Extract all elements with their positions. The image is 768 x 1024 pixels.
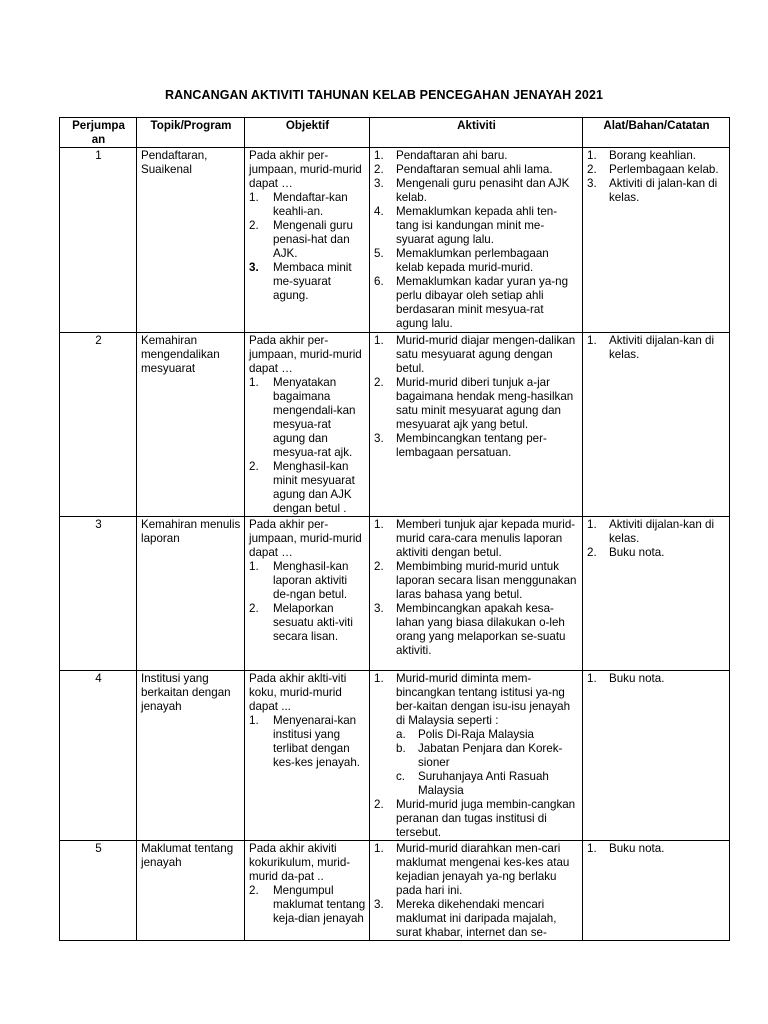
item-number: 1. bbox=[587, 672, 597, 685]
item-number: 1. bbox=[587, 518, 597, 531]
item-number: 1. bbox=[587, 149, 597, 162]
item-text: Aktiviti di jalan-kan di kelas. bbox=[609, 177, 718, 204]
list-item bbox=[374, 163, 579, 177]
activity-list bbox=[374, 334, 579, 460]
objective-intro: Pada akhir akiviti kokurikulum, murid-murid da-pat .. bbox=[249, 842, 351, 883]
list-item bbox=[249, 460, 366, 516]
sub-letter: b. bbox=[396, 742, 406, 755]
row-objective bbox=[245, 517, 370, 671]
list-item bbox=[374, 275, 579, 331]
item-text: Memaklumkan kepada ahli ten-tang isi kandungan minit me-syuarat agung lalu. bbox=[396, 205, 558, 246]
row-activity bbox=[370, 671, 583, 841]
item-number: 4. bbox=[374, 205, 384, 218]
row-topic: Kemahiran mengendalikan mesyuarat bbox=[137, 333, 245, 517]
list-item bbox=[249, 714, 366, 770]
materials-list bbox=[587, 672, 726, 686]
list-item bbox=[587, 842, 726, 856]
objective-intro: Pada akhir per-jumpaan, murid-murid dapat … bbox=[249, 518, 362, 559]
sublist-item bbox=[396, 770, 579, 798]
row-activity bbox=[370, 517, 583, 671]
list-item bbox=[374, 518, 579, 560]
list-item bbox=[249, 219, 366, 261]
materials-list bbox=[587, 149, 726, 205]
activity-list bbox=[374, 842, 579, 940]
row-topic: Institusi yang berkaitan dengan jenayah bbox=[137, 671, 245, 841]
item-number: 2. bbox=[587, 546, 597, 559]
item-number: 3. bbox=[374, 602, 384, 615]
item-number: 1. bbox=[249, 560, 259, 573]
item-text: Murid-murid diarahkan men-cari maklumat mengenai kes-kes atau kejadian jenayah ya-ng berlaku pada hari ini. bbox=[396, 842, 570, 897]
item-text: Mereka dikehendaki mencari maklumat ini daripada majalah, surat khabar, internet dan se- bbox=[396, 898, 557, 939]
materials-list bbox=[587, 518, 726, 560]
list-item bbox=[249, 560, 366, 602]
objective-list bbox=[249, 884, 366, 926]
activity-list bbox=[374, 518, 579, 658]
list-item bbox=[374, 177, 579, 205]
row-materials bbox=[583, 148, 730, 333]
row-topic: Pendaftaran, Suaikenal bbox=[137, 148, 245, 333]
objective-intro: Pada akhir per-jumpaan, murid-murid dapat … bbox=[249, 334, 362, 375]
item-number: 1. bbox=[374, 518, 384, 531]
list-item bbox=[587, 518, 726, 546]
objective-list bbox=[249, 191, 366, 303]
item-number: 3. bbox=[374, 177, 384, 190]
list-item bbox=[374, 432, 579, 460]
list-item bbox=[587, 334, 726, 362]
objective-intro: Pada akhir aklti-viti koku, murid-murid dapat ... bbox=[249, 672, 347, 713]
item-number: 3. bbox=[374, 898, 384, 911]
activity-list bbox=[374, 149, 579, 331]
item-number: 2. bbox=[374, 560, 384, 573]
item-text: Menyatakan bagaimana mengendali-kan mesyua-rat agung dan mesyua-rat ajk. bbox=[273, 376, 356, 459]
table-row bbox=[60, 333, 730, 517]
item-text: Menghasil-kan laporan aktiviti de-ngan betul. bbox=[273, 560, 349, 601]
item-number: 2. bbox=[374, 798, 384, 811]
item-text: Memaklumkan kadar yuran ya-ng perlu dibayar oleh setiap ahli berdasaran minit mesyua-rat agung lalu. bbox=[396, 275, 569, 330]
item-number: 1. bbox=[587, 842, 597, 855]
sub-text: Polis Di-Raja Malaysia bbox=[418, 728, 534, 741]
row-activity bbox=[370, 841, 583, 941]
item-text: Menyenarai-kan institusi yang terlibat dengan kes-kes jenayah. bbox=[273, 714, 360, 769]
list-item bbox=[249, 602, 366, 644]
item-text: Membincangkan tentang per-lembagaan persatuan. bbox=[396, 432, 547, 459]
list-item bbox=[587, 672, 726, 686]
table-row bbox=[60, 148, 730, 333]
list-item bbox=[374, 842, 579, 898]
item-text: Memberi tunjuk ajar kepada murid-murid cara-cara menulis laporan aktiviti dengan betul. bbox=[396, 518, 576, 559]
item-text: Buku nota. bbox=[609, 546, 665, 559]
item-number: 2. bbox=[374, 376, 384, 389]
row-materials bbox=[583, 333, 730, 517]
list-item bbox=[249, 884, 366, 926]
list-item bbox=[374, 898, 579, 940]
item-text: Murid-murid diajar mengen-dalikan satu mesyuarat agung dengan betul. bbox=[396, 334, 576, 375]
list-item bbox=[587, 546, 726, 560]
row-objective bbox=[245, 841, 370, 941]
row-objective bbox=[245, 333, 370, 517]
item-number: 2. bbox=[249, 460, 259, 473]
item-text: Murid-murid diberi tunjuk a-jar bagaimana hendak meng-hasilkan satu minit mesyuarat agung dan mesyuarat ajk yang betul. bbox=[396, 376, 574, 431]
activity-plan-table bbox=[59, 117, 730, 941]
row-activity bbox=[370, 333, 583, 517]
item-number: 1. bbox=[374, 842, 384, 855]
row-number: 3 bbox=[60, 517, 137, 671]
header-topik: Topik/Program bbox=[137, 118, 245, 148]
table-row bbox=[60, 671, 730, 841]
item-number: 1. bbox=[374, 334, 384, 347]
item-number: 2. bbox=[249, 602, 259, 615]
item-text: Murid-murid juga membin-cangkan peranan dan tugas institusi di tersebut. bbox=[396, 798, 576, 839]
item-number: 2. bbox=[249, 219, 259, 232]
row-activity bbox=[370, 148, 583, 333]
item-text: Aktiviti dijalan-kan di kelas. bbox=[609, 518, 715, 545]
item-text: Murid-murid diminta mem-bincangkan tentang istitusi ya-ng ber-kaitan dengan isu-isu jenayah di Malaysia seperti : bbox=[396, 672, 571, 727]
item-text: Perlembagaan kelab. bbox=[609, 163, 719, 176]
item-number: 2. bbox=[374, 163, 384, 176]
item-text: Buku nota. bbox=[609, 842, 665, 855]
list-item bbox=[374, 672, 579, 798]
item-number: 3. bbox=[374, 432, 384, 445]
item-number: 2. bbox=[249, 884, 259, 897]
objective-list bbox=[249, 376, 366, 516]
row-topic: Maklumat tentang jenayah bbox=[137, 841, 245, 941]
item-text: Membincangkan apakah kesa-lahan yang biasa dilakukan o-leh orang yang melaporkan se-suatu aktiviti. bbox=[396, 602, 566, 657]
list-item bbox=[249, 376, 366, 460]
table-row bbox=[60, 841, 730, 941]
item-number: 1. bbox=[249, 191, 259, 204]
row-materials bbox=[583, 841, 730, 941]
sub-letter: c. bbox=[396, 770, 406, 783]
item-number: 1. bbox=[587, 334, 597, 347]
list-item bbox=[374, 247, 579, 275]
item-number: 5. bbox=[374, 247, 384, 260]
item-number: 1. bbox=[374, 672, 384, 685]
header-alat: Alat/Bahan/Catatan bbox=[583, 118, 730, 148]
institution-sublist bbox=[396, 728, 579, 798]
header-objektif: Objektif bbox=[245, 118, 370, 148]
item-number: 3. bbox=[587, 177, 597, 190]
list-item bbox=[249, 261, 366, 303]
list-item bbox=[249, 191, 366, 219]
item-text: Memaklumkan perlembagaan kelab kepada murid-murid. bbox=[396, 247, 549, 274]
list-item bbox=[374, 798, 579, 840]
item-text: Mendaftar-kan keahli-an. bbox=[273, 191, 348, 218]
item-text: Mengenali guru penasiht dan AJK kelab. bbox=[396, 177, 570, 204]
item-number: 1. bbox=[374, 149, 384, 162]
item-number: 2. bbox=[587, 163, 597, 176]
item-text: Melaporkan sesuatu akti-viti secara lisan. bbox=[273, 602, 353, 643]
row-objective bbox=[245, 148, 370, 333]
sub-text: Suruhanjaya Anti Rasuah Malaysia bbox=[418, 770, 549, 797]
item-text: Menghasil-kan minit mesyuarat agung dan AJK dengan betul . bbox=[273, 460, 355, 515]
item-number: 6. bbox=[374, 275, 384, 288]
item-text: Buku nota. bbox=[609, 672, 665, 685]
row-number: 5 bbox=[60, 841, 137, 941]
sublist-item bbox=[396, 728, 579, 742]
table-header-row bbox=[60, 118, 730, 148]
sub-letter: a. bbox=[396, 728, 406, 741]
list-item bbox=[374, 602, 579, 658]
header-perjumpaan: Perjumpa an bbox=[60, 118, 137, 148]
list-item bbox=[374, 149, 579, 163]
list-item bbox=[374, 334, 579, 376]
list-item bbox=[374, 376, 579, 432]
item-text: Membaca minit me-syuarat agung. bbox=[273, 261, 352, 302]
item-number: 1. bbox=[249, 376, 259, 389]
item-text: Membimbing murid-murid untuk laporan secara lisan menggunakan laras bahasa yang betul. bbox=[396, 560, 577, 601]
header-aktiviti: Aktiviti bbox=[370, 118, 583, 148]
objective-intro: Pada akhir per-jumpaan, murid-murid dapat … bbox=[249, 149, 362, 190]
objective-list bbox=[249, 560, 366, 644]
list-item bbox=[374, 560, 579, 602]
row-number: 4 bbox=[60, 671, 137, 841]
row-number: 1 bbox=[60, 148, 137, 333]
item-text: Pendaftaran ahi baru. bbox=[396, 149, 508, 162]
item-text: Pendaftaran semual ahli lama. bbox=[396, 163, 553, 176]
item-text: Aktiviti dijalan-kan di kelas. bbox=[609, 334, 715, 361]
list-item bbox=[587, 177, 726, 205]
activity-list bbox=[374, 672, 579, 840]
item-text: Borang keahlian. bbox=[609, 149, 697, 162]
page-title: RANCANGAN AKTIVITI TAHUNAN KELAB PENCEGAHAN JENAYAH 2021 bbox=[164, 88, 604, 102]
sub-text: Jabatan Penjara dan Korek-sioner bbox=[418, 742, 563, 769]
item-text: Mengumpul maklumat tentang keja-dian jenayah bbox=[273, 884, 366, 925]
list-item bbox=[587, 149, 726, 163]
row-materials bbox=[583, 517, 730, 671]
list-item bbox=[374, 205, 579, 247]
objective-list bbox=[249, 714, 366, 770]
row-materials bbox=[583, 671, 730, 841]
materials-list bbox=[587, 842, 726, 856]
row-objective bbox=[245, 671, 370, 841]
item-number: 1. bbox=[249, 714, 259, 727]
row-topic: Kemahiran menulis laporan bbox=[137, 517, 245, 671]
row-number: 2 bbox=[60, 333, 137, 517]
item-text: Mengenali guru penasi-hat dan AJK. bbox=[273, 219, 353, 260]
sublist-item bbox=[396, 742, 579, 770]
item-number: 3. bbox=[249, 261, 259, 274]
materials-list bbox=[587, 334, 726, 362]
item-body bbox=[396, 672, 579, 798]
table-row bbox=[60, 517, 730, 671]
list-item bbox=[587, 163, 726, 177]
